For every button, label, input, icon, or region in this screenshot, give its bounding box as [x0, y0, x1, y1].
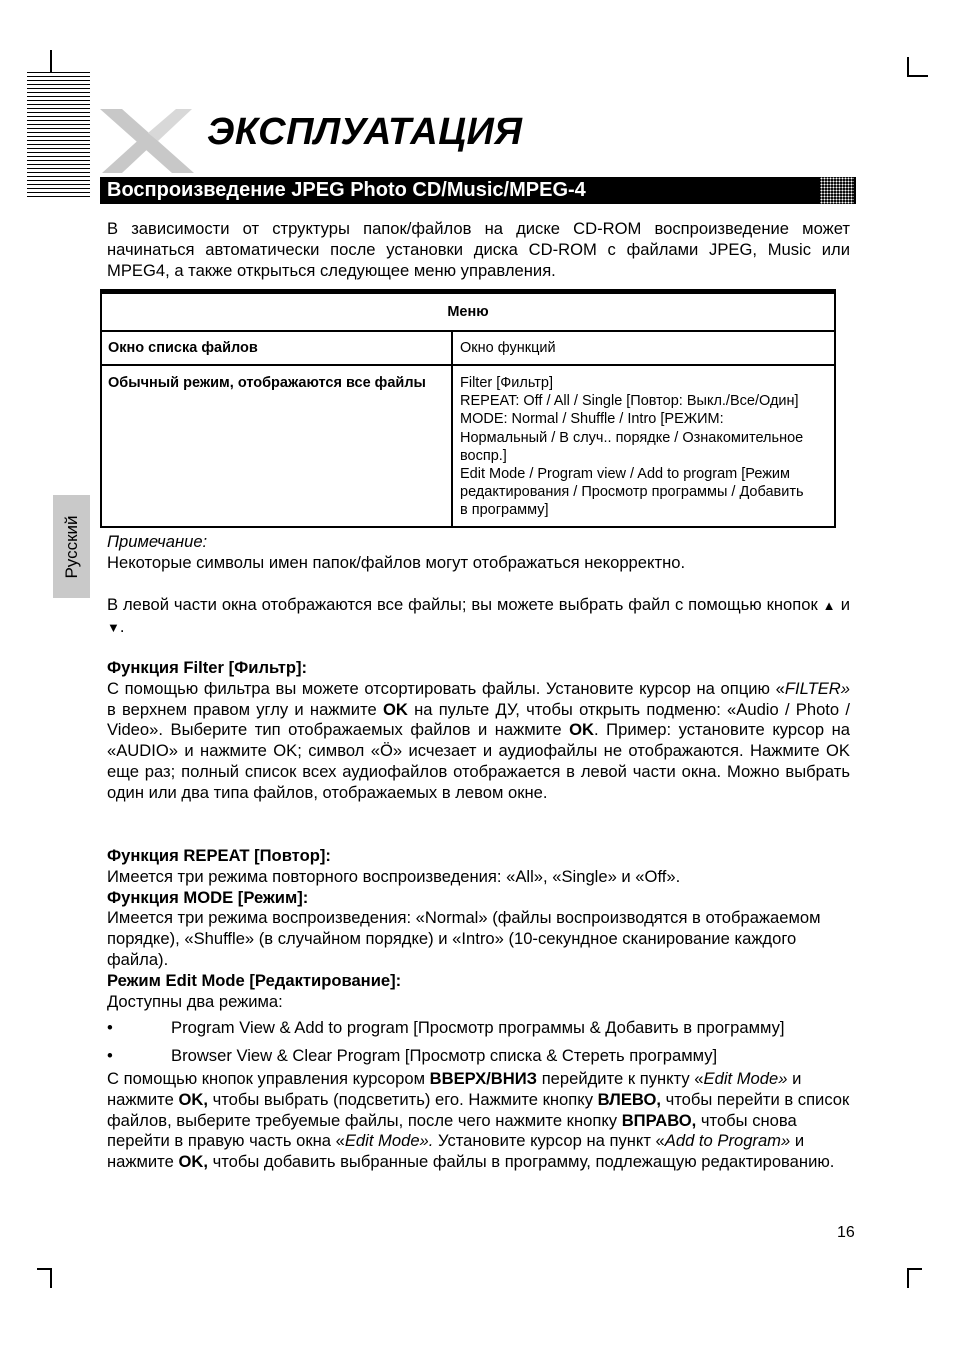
- page-title: ЭКСПЛУАТАЦИЯ: [207, 111, 523, 153]
- function-line: Edit Mode / Program view / Add to program [Режим: [460, 466, 790, 483]
- normal-mode-cell: Обычный режим, отображаются все файлы: [101, 365, 452, 527]
- crop-mark-bottom-right-v: [907, 1268, 909, 1288]
- repeat-mode-edit-section: [107, 846, 850, 1012]
- function-window-cell: Окно функций: [452, 331, 835, 365]
- table-row: [101, 331, 835, 365]
- language-side-tab: [53, 495, 90, 598]
- repeat-heading: Функция REPEAT [Повтор]:: [107, 846, 331, 865]
- crop-mark-bottom-right-h: [907, 1268, 922, 1270]
- dotted-pattern-icon: [820, 177, 854, 204]
- bullet-text: Program View & Add to program [Просмотр программы & Добавить в программу]: [171, 1018, 785, 1037]
- x-logo-icon: [96, 105, 206, 177]
- page-number: 16: [837, 1224, 855, 1241]
- edit-text: Доступны два режима:: [107, 991, 283, 1011]
- table-header: Меню: [101, 292, 835, 332]
- file-list-window-cell: Окно списка файлов: [101, 331, 452, 365]
- section-title: Воспроизведение JPEG Photo CD/Music/MPEG-4: [107, 179, 586, 201]
- bullet-icon: •: [107, 1046, 113, 1065]
- filter-section: [107, 658, 850, 804]
- function-line: Нормальный / В случ.. порядке / Ознакомительное: [460, 429, 804, 446]
- function-line: воспр.]: [460, 447, 507, 464]
- function-line: Filter [Фильтр]: [460, 375, 554, 391]
- table-row: [101, 365, 835, 527]
- filter-text: С помощью фильтра вы можете отсортировать файлы. Установите курсор на опцию «FILTER» в верхнем правом углу и нажмите OK на пульте ДУ, чтобы открыть подменю: «Audio / Photo / Video». Выберите тип отображаемых файлов и нажмите OK. Пример: установите курсор на «AUDIO» и нажмите OK; символ «Ö» исчезает и аудиофайлы не отображаются. Нажмите OK еще раз; полный список всех аудиофайлов отображается в левой части окна. Можно выбрать один или два типа файлов, отображаемых в левом окне.: [107, 678, 850, 802]
- mode-text: Имеется три режима воспроизведения: «Normal» (файлы воспроизводятся в отображаемом порядке), «Shuffle» (в случайном порядке) и «Intro» (10-секундное сканирование каждого файла).: [107, 908, 821, 969]
- language-label: Русский: [61, 514, 81, 579]
- crop-mark-bottom-left-v: [50, 1268, 52, 1288]
- file-select-paragraph: [107, 595, 850, 639]
- crop-mark-top-right-v: [907, 57, 909, 77]
- function-line: MODE: Normal / Shuffle / Intro [РЕЖИМ:: [460, 411, 724, 428]
- down-arrow-icon: ▼: [107, 619, 120, 635]
- function-line: редактирования / Просмотр программы / Добавить: [460, 484, 804, 501]
- function-list-cell: [452, 365, 835, 527]
- note-text: Некоторые символы имен папок/файлов могут отображаться некорректно.: [107, 552, 686, 572]
- section-header: [100, 177, 856, 204]
- function-line: в программу]: [460, 502, 549, 519]
- function-line: REPEAT: Off / All / Single [Повтор: Выкл./Все/Один]: [460, 393, 799, 410]
- bullet-text: Browser View & Clear Program [Просмотр списка & Стереть программу]: [171, 1046, 718, 1065]
- period-text: .: [119, 616, 125, 636]
- up-arrow-icon: ▲: [822, 598, 836, 613]
- filter-heading: Функция Filter [Фильтр]:: [107, 658, 308, 677]
- repeat-text: Имеется три режима повторного воспроизведения: «All», «Single» и «Off».: [107, 866, 681, 886]
- menu-table: [100, 289, 836, 528]
- intro-paragraph: В зависимости от структуры папок/файлов на диске CD-ROM воспроизведение может начинаться автоматически после установки диска CD-ROM с файлами JPEG, Music или MPEG4, а также открыться следующее меню управления.: [107, 219, 850, 280]
- note-block: [107, 532, 850, 574]
- note-label: Примечание:: [107, 532, 208, 551]
- file-select-text: В левой части окна отображаются все файлы; вы можете выбрать файл с помощью кнопок: [107, 595, 818, 614]
- edit-instructions-paragraph: С помощью кнопок управления курсором ВВЕРХ/ВНИЗ перейдите к пункту «Edit Mode» и нажмите OK, чтобы выбрать (подсветить) его. Нажмите кнопку ВЛЕВО, чтобы перейти в список файлов, выберите требуемые файлы, после чего нажмите кнопку ВПРАВО, чтобы снова перейти в правую часть окна «Edit Mode». Установите курсор на пункт «Add to Program» и нажмите OK, чтобы добавить выбранные файлы в программу, подлежащую редактированию.: [107, 1069, 850, 1172]
- decorative-stripes: [27, 72, 90, 200]
- mode-heading: Функция MODE [Режим]:: [107, 887, 309, 907]
- edit-heading: Режим Edit Mode [Редактирование]:: [107, 970, 402, 990]
- bullet-icon: •: [107, 1018, 113, 1037]
- and-text: и: [840, 595, 850, 614]
- crop-mark-top-right-h: [907, 75, 928, 77]
